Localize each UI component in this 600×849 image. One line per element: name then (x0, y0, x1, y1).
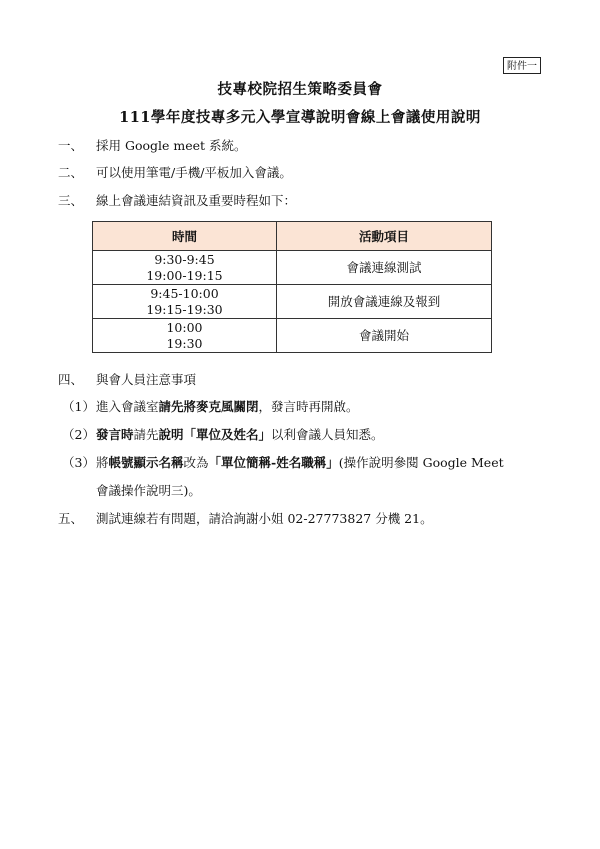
note-3-emphasis-2: 「單位簡稱-姓名職稱」 (208, 455, 339, 470)
item-2-text: 可以使用筆電/手機/平板加入會議。 (96, 165, 292, 180)
note-1-emphasis: 請先將麥克風關閉 (158, 399, 259, 414)
time-morning: 9:45-10:00 (150, 286, 219, 301)
table-row (93, 319, 492, 353)
note-1-number: （1） (62, 399, 95, 414)
note-3-text-end: (操作說明參閱 Google Meet (338, 455, 504, 470)
item-4-number: 四、 (58, 372, 84, 387)
header-time: 時間 (93, 222, 277, 251)
item-2-number: 二、 (58, 165, 84, 180)
attachment-tag: 附件一 (503, 57, 541, 74)
schedule-table (92, 221, 492, 353)
item-1-number: 一、 (58, 138, 84, 153)
item-5-text: 測試連線若有問題，請洽詢謝小姐 02-27773827 分機 21。 (96, 511, 433, 526)
note-3-number: （3） (62, 455, 95, 470)
table-row (93, 285, 492, 319)
item-5-number: 五、 (58, 511, 84, 526)
activity-cell: 會議開始 (277, 319, 492, 353)
table-row (93, 251, 492, 285)
note-2-emphasis: 說明「單位及姓名」 (158, 427, 272, 442)
header-activity: 活動項目 (277, 222, 492, 251)
note-3-continuation: 會議操作說明三)。 (96, 483, 201, 498)
note-3-emphasis: 帳號顯示名稱 (108, 455, 184, 470)
note-3 (62, 454, 504, 472)
item-5 (58, 510, 433, 528)
time-cell (93, 251, 277, 285)
note-3-text-mid: 改為 (183, 455, 209, 470)
note-2-number: （2） (62, 427, 95, 442)
item-3-number: 三、 (58, 193, 84, 208)
time-cell (93, 319, 277, 353)
item-4-text: 與會人員注意事項 (96, 372, 197, 387)
time-evening: 19:30 (166, 335, 203, 351)
note-2-text-end: 以利會議人員知悉。 (271, 427, 384, 442)
note-3-text: 將 (96, 455, 109, 470)
note-1-text-end: ，發言時再開啟。 (258, 399, 359, 414)
activity-cell: 開放會議連線及報到 (277, 285, 492, 319)
time-morning: 10:00 (166, 320, 203, 335)
note-1-text: 進入會議室 (96, 399, 159, 414)
activity-cell: 會議連線測試 (277, 251, 492, 285)
time-evening: 19:00-19:15 (146, 267, 223, 283)
document-title-main: 111學年度技專多元入學宣導說明會線上會議使用說明 (119, 109, 481, 126)
note-2-text: 請先 (133, 427, 159, 442)
item-3 (58, 192, 296, 210)
item-3-text: 線上會議連結資訊及重要時程如下： (96, 193, 297, 208)
note-1 (62, 398, 359, 416)
time-evening: 19:15-19:30 (146, 301, 223, 317)
note-2-emphasis-start: 發言時 (96, 427, 134, 442)
item-1-text: 採用 Google meet 系統。 (96, 138, 247, 153)
item-1 (58, 137, 247, 155)
time-morning: 9:30-9:45 (154, 252, 215, 267)
note-2 (62, 426, 384, 444)
document-title-organization: 技專校院招生策略委員會 (217, 81, 383, 98)
item-4 (58, 371, 196, 389)
item-2 (58, 164, 292, 182)
table-header-row (93, 222, 492, 251)
time-cell (93, 285, 277, 319)
